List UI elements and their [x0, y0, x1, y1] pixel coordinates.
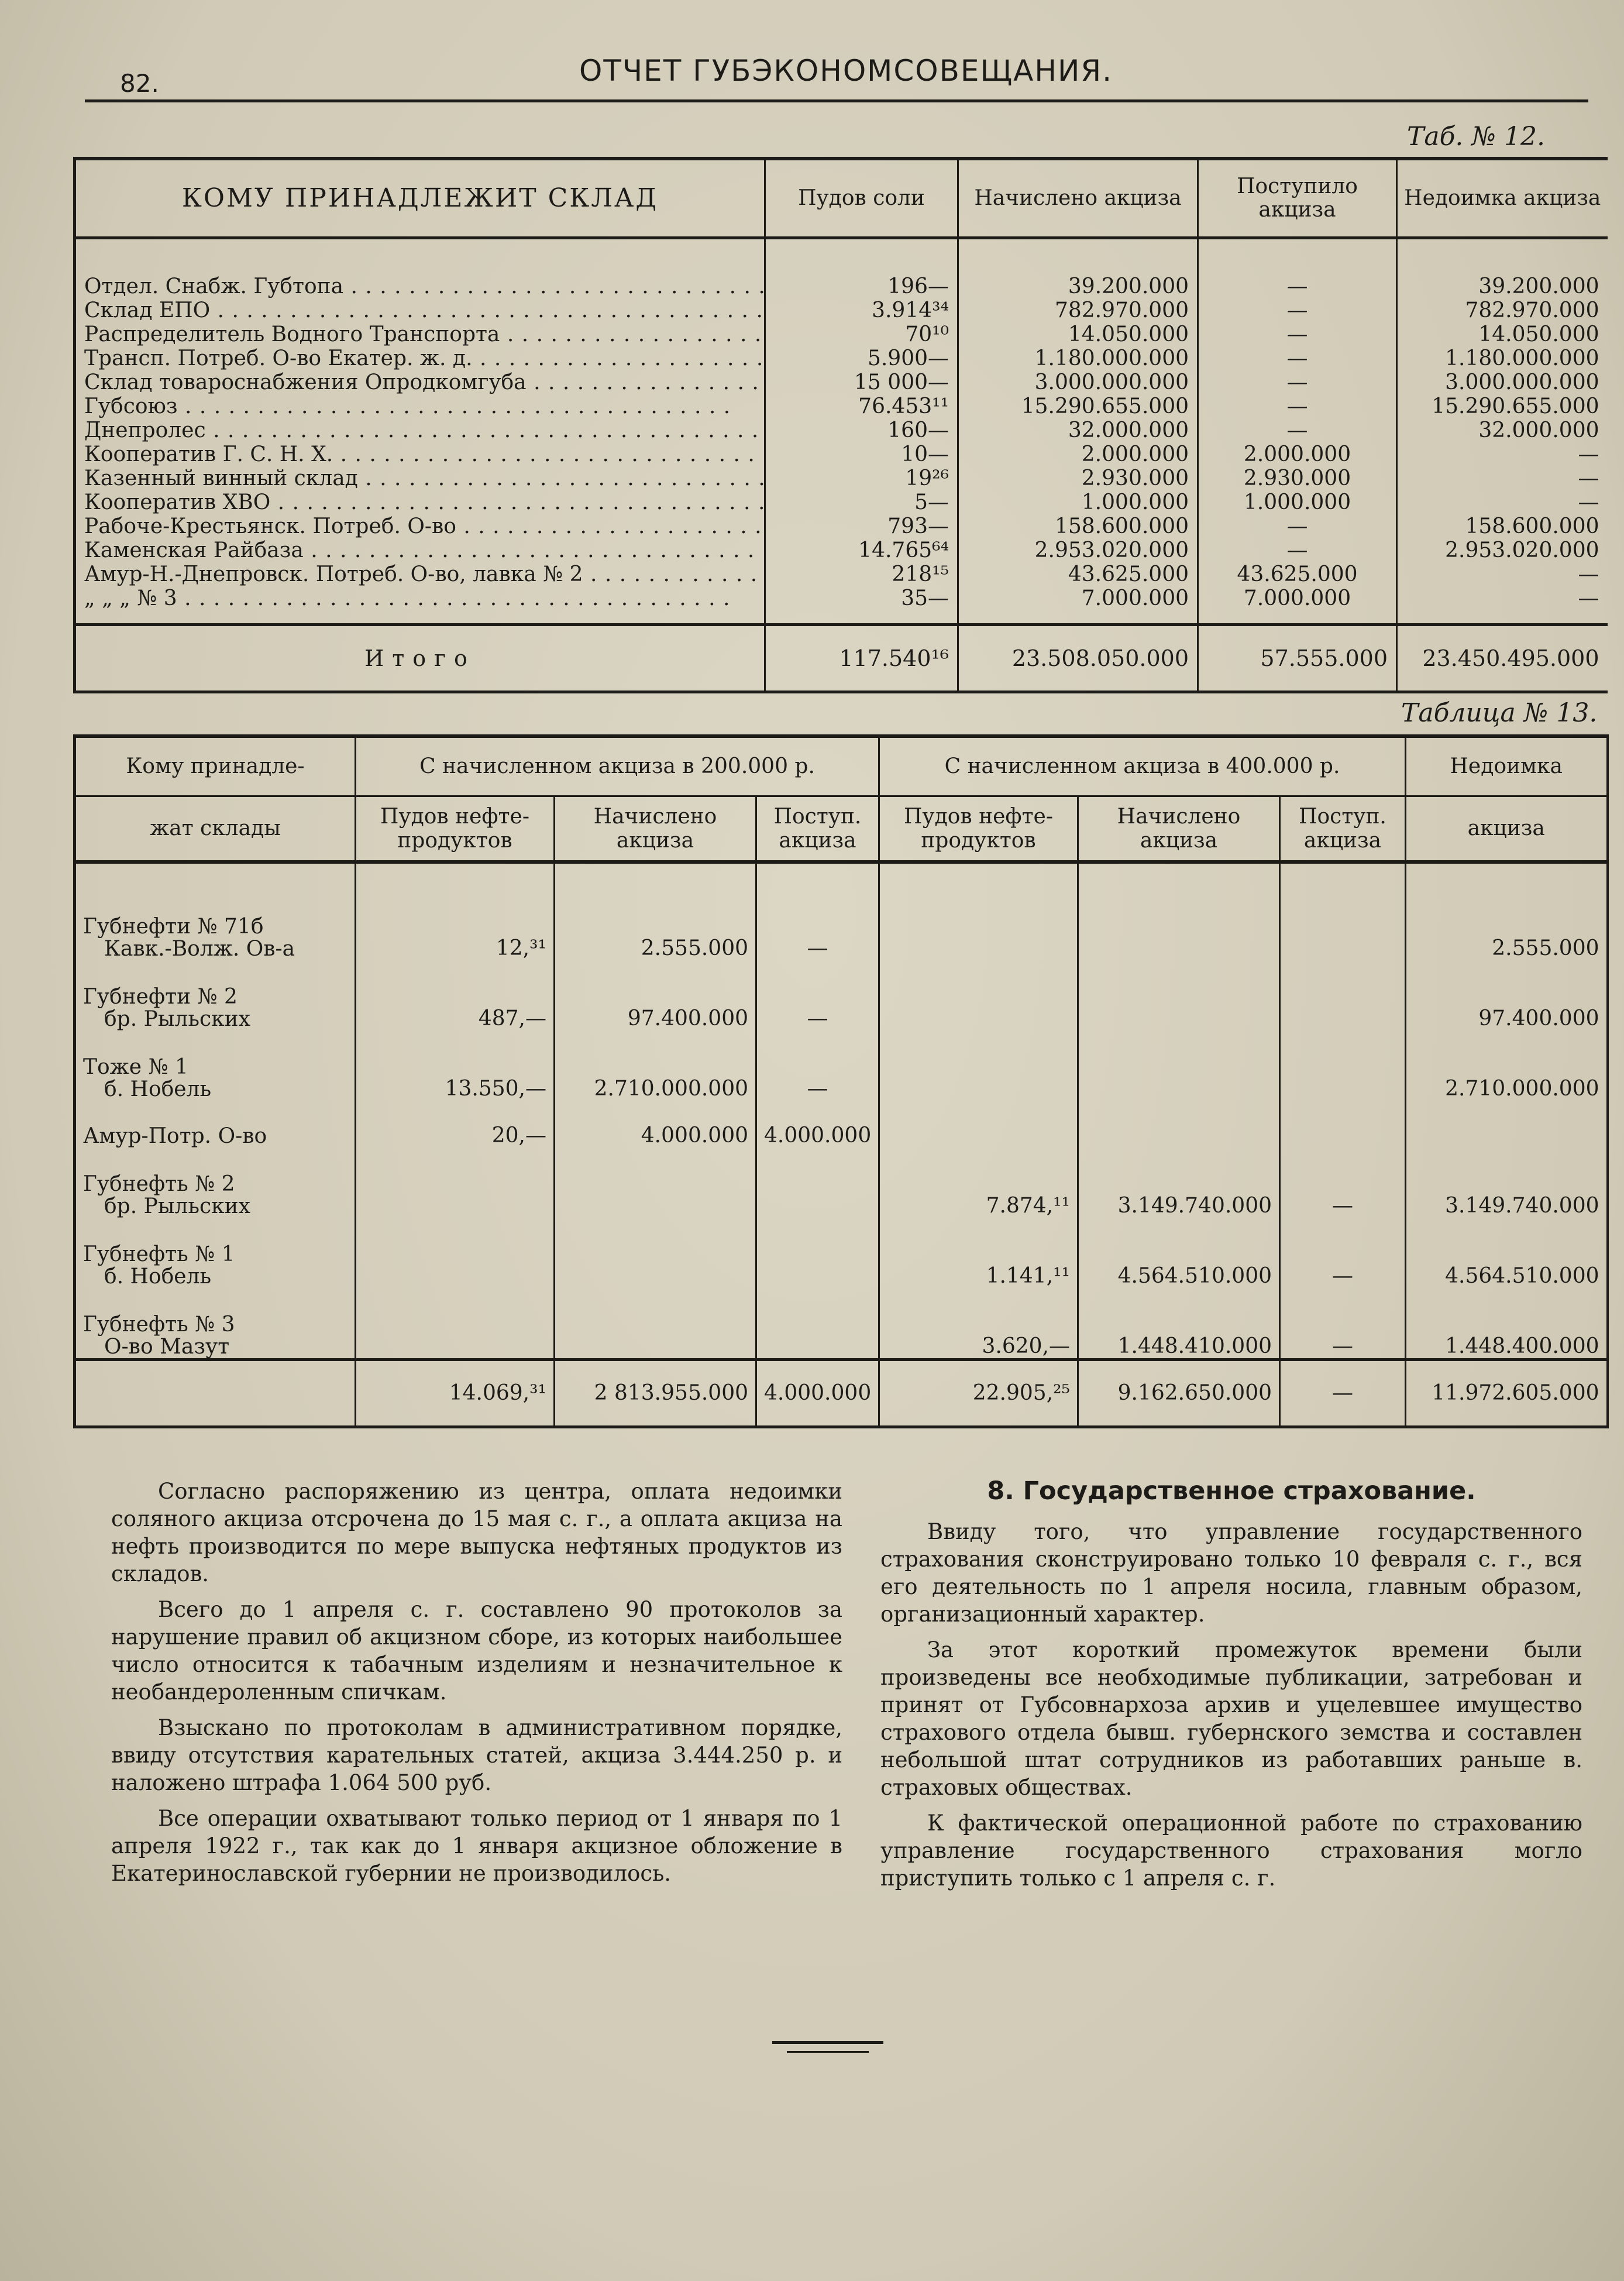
table-row	[75, 1101, 1608, 1148]
owner-cell	[75, 1030, 356, 1101]
owner-cell	[75, 1218, 356, 1288]
warehouse-name	[75, 394, 765, 418]
arrears-cell: —	[1397, 466, 1608, 490]
charged-400k: 1.448.410.000	[1078, 1288, 1280, 1360]
salt-poods-cell: 160—	[765, 418, 958, 442]
total-charged-400k: 9.162.650.000	[1078, 1360, 1280, 1427]
received-cell: —	[1198, 538, 1397, 562]
owner-line2: Кавк.-Волж. Ов-а	[104, 937, 295, 960]
charged-cell: 1.180.000.000	[958, 346, 1198, 370]
received-200k: —	[756, 960, 879, 1030]
total-row	[75, 625, 1608, 692]
warehouse-name-text: Распределитель Водного Транспорта . . .	[84, 322, 765, 346]
table-row	[75, 562, 1608, 586]
table-13-label: Таблица № 13.	[1401, 698, 1598, 728]
arrears-cell: 2.953.020.000	[1397, 538, 1608, 562]
owner-header-line1: Кому принадле-	[75, 736, 356, 796]
salt-poods-cell: 35—	[765, 586, 958, 625]
subheader-poods: Пудов нефте-продуктов	[879, 796, 1078, 863]
arrears-cell: —	[1397, 586, 1608, 625]
charged-200k: 97.400.000	[555, 960, 756, 1030]
warehouse-name	[75, 538, 765, 562]
received-cell: 7.000.000	[1198, 586, 1397, 625]
warehouse-name	[75, 490, 765, 514]
owner-line2: б. Нобель	[104, 1077, 212, 1101]
received-cell: —	[1198, 322, 1397, 346]
page-number: 82.	[120, 69, 159, 98]
received-cell: —	[1198, 238, 1397, 299]
table-row	[75, 1218, 1608, 1288]
owner-line2: О-во Мазут	[104, 1335, 230, 1359]
total-arrears: 23.450.495.000	[1397, 625, 1608, 692]
received-cell: 2.000.000	[1198, 442, 1397, 466]
received-200k	[756, 1288, 879, 1360]
charged-cell: 43.625.000	[958, 562, 1198, 586]
end-rule	[772, 2041, 883, 2044]
poods-400k: 1.141,¹¹	[879, 1218, 1078, 1288]
charged-cell: 1.000.000	[958, 490, 1198, 514]
arrears-cell: 2.555.000	[1406, 862, 1608, 960]
arrears-cell: 158.600.000	[1397, 514, 1608, 538]
arrears-cell: —	[1397, 562, 1608, 586]
paragraph: Все операции охватывают только период от 1 января по 1 апреля 1922 г., так как до 1 января акцизное обложение в Екатеринославской губернии не производилось.	[111, 1806, 842, 1886]
salt-poods-cell: 5—	[765, 490, 958, 514]
total-row	[75, 1360, 1608, 1427]
arrears-cell: 32.000.000	[1397, 418, 1608, 442]
table-row	[75, 586, 1608, 625]
received-400k: —	[1280, 1288, 1406, 1360]
charged-400k: 4.564.510.000	[1078, 1218, 1280, 1288]
owner-line2: бр. Рыльских	[104, 1194, 250, 1218]
table-row	[75, 238, 1608, 299]
left-text-column	[111, 1478, 842, 1895]
charged-400k	[1078, 1030, 1280, 1101]
charged-cell: 2.000.000	[958, 442, 1198, 466]
paragraph: Ввиду того, что управление государственного страхования сконструировано только 10 февраля с. г., вся его деятельность по 1 апреля носила, главным образом, организационный характер.	[880, 1519, 1582, 1627]
charged-200k: 2.710.000.000	[555, 1030, 756, 1101]
charged-200k: 4.000.000	[555, 1101, 756, 1148]
received-400k	[1280, 862, 1406, 960]
table-row	[75, 862, 1608, 960]
owner-line2: б. Нобель	[104, 1265, 212, 1288]
salt-poods-cell: 10—	[765, 442, 958, 466]
received-400k: —	[1280, 1218, 1406, 1288]
table-row	[75, 442, 1608, 466]
table-row	[75, 394, 1608, 418]
warehouse-name	[75, 370, 765, 394]
arrears-header-line1: Недоимка	[1406, 736, 1608, 796]
charged-cell: 32.000.000	[958, 418, 1198, 442]
owner-line1: Тоже № 1	[83, 1055, 188, 1079]
arrears-cell: 14.050.000	[1397, 322, 1608, 346]
warehouse-name-text: Казенный винный склад . . .	[84, 466, 765, 490]
subheader-charged: Начислено акциза	[555, 796, 756, 863]
owner-line1: Губнефти № 71б	[83, 915, 264, 939]
paragraph: За этот короткий промежуток времени были произведены все необходимые публикации, затребован и принят от Губсовнархоза архив и уцелевшее имущество страхового отдела бывш. губернского земства и составлен небольшой штат сотрудников из работавших раньше в. страховых обществах.	[880, 1637, 1582, 1800]
group-200k-header: С начисленном акциза в 200.000 р.	[356, 736, 879, 796]
poods-400k	[879, 1101, 1078, 1148]
poods-200k: 487,—	[356, 960, 555, 1030]
received-cell: —	[1198, 346, 1397, 370]
table-row	[75, 1030, 1608, 1101]
owner-cell	[75, 862, 356, 960]
salt-poods-cell: 793—	[765, 514, 958, 538]
charged-cell: 158.600.000	[958, 514, 1198, 538]
total-salt: 117.540¹⁶	[765, 625, 958, 692]
table-row	[75, 1148, 1608, 1218]
salt-poods-cell: 70¹⁰	[765, 322, 958, 346]
column-header: Начислено акциза	[958, 159, 1198, 238]
column-header: Пудов соли	[765, 159, 958, 238]
total-label: Итого	[364, 645, 476, 671]
arrears-cell: —	[1397, 490, 1608, 514]
paragraph: К фактической операционной работе по страхованию управление государственного страхования могло приступить только с 1 апреля с. г.	[880, 1811, 1582, 1891]
total-received-400k: —	[1280, 1360, 1406, 1427]
table-row	[75, 538, 1608, 562]
total-received: 57.555.000	[1198, 625, 1397, 692]
poods-200k: 12,³¹	[356, 862, 555, 960]
owner-cell	[75, 960, 356, 1030]
charged-cell: 15.290.655.000	[958, 394, 1198, 418]
total-poods-400k: 22.905,²⁵	[879, 1360, 1078, 1427]
owner-header-line2: жат склады	[75, 796, 356, 863]
paragraph: Согласно распоряжению из центра, оплата недоимки соляного акциза отсрочена до 15 мая с. г., а оплата акциза на нефть производится по мере выпуска нефтяных продуктов из складов.	[111, 1479, 842, 1586]
header-rule	[85, 99, 1588, 102]
table-row	[75, 960, 1608, 1030]
table-row	[75, 346, 1608, 370]
end-rule	[787, 2051, 869, 2053]
salt-poods-cell: 5.900—	[765, 346, 958, 370]
arrears-cell: 2.710.000.000	[1406, 1030, 1608, 1101]
salt-poods-cell: 76.453¹¹	[765, 394, 958, 418]
salt-poods-cell: 19²⁶	[765, 466, 958, 490]
owner-line1: Губнефти № 2	[83, 985, 238, 1009]
charged-cell: 2.953.020.000	[958, 538, 1198, 562]
received-400k: —	[1280, 1148, 1406, 1218]
charged-cell: 7.000.000	[958, 586, 1198, 625]
poods-200k: 13.550,—	[356, 1030, 555, 1101]
running-title: ОТЧЕТ ГУБЭКОНОМСОВЕЩАНИЯ.	[579, 54, 1113, 88]
charged-400k	[1078, 960, 1280, 1030]
total-charged: 23.508.050.000	[958, 625, 1198, 692]
subheader-received: Поступ. акциза	[756, 796, 879, 863]
table-row	[75, 322, 1608, 346]
poods-200k	[356, 1148, 555, 1218]
warehouse-name	[75, 442, 765, 466]
subheader-poods: Пудов нефте-продуктов	[356, 796, 555, 863]
table-12	[73, 157, 1608, 693]
table-row	[75, 418, 1608, 442]
charged-200k	[555, 1218, 756, 1288]
received-200k: —	[756, 1030, 879, 1101]
column-header: Недоимка акциза	[1397, 159, 1608, 238]
received-cell: 2.930.000	[1198, 466, 1397, 490]
salt-poods-cell: 3.914³⁴	[765, 298, 958, 322]
poods-400k	[879, 960, 1078, 1030]
subheader-charged: Начислено акциза	[1078, 796, 1280, 863]
charged-200k	[555, 1288, 756, 1360]
received-200k: —	[756, 862, 879, 960]
total-arrears: 11.972.605.000	[1406, 1360, 1608, 1427]
poods-400k: 7.874,¹¹	[879, 1148, 1078, 1218]
received-cell: 1.000.000	[1198, 490, 1397, 514]
warehouse-name	[75, 466, 765, 490]
received-400k	[1280, 1030, 1406, 1101]
column-header: Поступило акциза	[1198, 159, 1397, 238]
warehouse-name	[75, 346, 765, 370]
total-label-cell	[75, 625, 765, 692]
total-poods-200k: 14.069,³¹	[356, 1360, 555, 1427]
warehouse-name-text: Склад товароснабжения Опродкомгуба . . .	[84, 370, 765, 394]
warehouse-name	[75, 586, 765, 625]
table-row	[75, 490, 1608, 514]
warehouse-name	[75, 238, 765, 299]
subheader-received: Поступ. акциза	[1280, 796, 1406, 863]
owner-cell	[75, 1288, 356, 1360]
owner-line2: бр. Рыльских	[104, 1007, 250, 1030]
warehouse-name-text: Днепролес . . .	[84, 418, 759, 442]
warehouse-name-text: Склад ЕПО . . .	[84, 298, 763, 322]
table-12-label: Таб. № 12.	[1407, 122, 1546, 152]
column-header: КОМУ ПРИНАДЛЕЖИТ СКЛАД	[75, 159, 765, 238]
table-row	[75, 514, 1608, 538]
received-200k	[756, 1218, 879, 1288]
received-cell: 43.625.000	[1198, 562, 1397, 586]
arrears-cell: 3.149.740.000	[1406, 1148, 1608, 1218]
table-row	[75, 466, 1608, 490]
warehouse-name	[75, 322, 765, 346]
warehouse-name	[75, 562, 765, 586]
group-400k-header: С начисленном акциза в 400.000 р.	[879, 736, 1406, 796]
warehouse-name-text: Кооператив Г. С. Н. Х. . . .	[84, 442, 765, 466]
arrears-cell: 4.564.510.000	[1406, 1218, 1608, 1288]
owner-line1: Губнефть № 1	[83, 1242, 235, 1266]
charged-cell: 782.970.000	[958, 298, 1198, 322]
received-cell: —	[1198, 418, 1397, 442]
owner-line1: Амур-Потр. О-во	[83, 1124, 267, 1148]
arrears-cell: 3.000.000.000	[1397, 370, 1608, 394]
charged-cell: 14.050.000	[958, 322, 1198, 346]
owner-line1: Губнефть № 2	[83, 1172, 235, 1196]
warehouse-name	[75, 418, 765, 442]
arrears-cell: —	[1397, 442, 1608, 466]
poods-200k: 20,—	[356, 1101, 555, 1148]
arrears-cell: 39.200.000	[1397, 238, 1608, 299]
arrears-cell: 1.180.000.000	[1397, 346, 1608, 370]
received-cell: —	[1198, 514, 1397, 538]
charged-cell: 39.200.000	[958, 238, 1198, 299]
table-row	[75, 1288, 1608, 1360]
warehouse-name-text: Губсоюз . . .	[84, 394, 731, 418]
salt-poods-cell: 196—	[765, 238, 958, 299]
arrears-header-line2: акциза	[1406, 796, 1608, 863]
right-text-column	[880, 1478, 1582, 1900]
table-row	[75, 298, 1608, 322]
charged-400k	[1078, 862, 1280, 960]
received-200k	[756, 1148, 879, 1218]
charged-cell: 2.930.000	[958, 466, 1198, 490]
arrears-cell: 1.448.400.000	[1406, 1288, 1608, 1360]
charged-cell: 3.000.000.000	[958, 370, 1198, 394]
warehouse-name-text: Кооператив ХВО . . .	[84, 490, 765, 514]
total-charged-200k: 2 813.955.000	[555, 1360, 756, 1427]
salt-poods-cell: 14.765⁶⁴	[765, 538, 958, 562]
received-400k	[1280, 960, 1406, 1030]
owner-line1: Губнефть № 3	[83, 1313, 235, 1337]
total-blank	[75, 1360, 356, 1427]
owner-cell	[75, 1101, 356, 1148]
received-cell: —	[1198, 370, 1397, 394]
poods-400k	[879, 1030, 1078, 1101]
section-8-title: 8. Государственное страхование.	[987, 1476, 1476, 1506]
arrears-cell: 15.290.655.000	[1397, 394, 1608, 418]
paragraph: Взыскано по протоколам в административном порядке, ввиду отсутствия карательных статей, акциза 3.444.250 р. и наложено штрафа 1.064 500 руб.	[111, 1715, 842, 1795]
table-13	[73, 734, 1609, 1428]
warehouse-name-text: „ „ „ № 3 . . .	[84, 586, 730, 610]
received-cell: —	[1198, 394, 1397, 418]
warehouse-name	[75, 514, 765, 538]
owner-cell	[75, 1148, 356, 1218]
warehouse-name	[75, 298, 765, 322]
total-received-200k: 4.000.000	[756, 1360, 879, 1427]
arrears-cell: 782.970.000	[1397, 298, 1608, 322]
received-200k: 4.000.000	[756, 1101, 879, 1148]
poods-400k: 3.620,—	[879, 1288, 1078, 1360]
poods-200k	[356, 1288, 555, 1360]
warehouse-name-text: Амур-Н.-Днепровск. Потреб. О-во, лавка № 2 . . .	[84, 562, 765, 586]
poods-400k	[879, 862, 1078, 960]
table-row	[75, 370, 1608, 394]
salt-poods-cell: 218¹⁵	[765, 562, 958, 586]
warehouse-name-text: Отдел. Снабж. Губтопа . . .	[84, 274, 765, 298]
received-400k	[1280, 1101, 1406, 1148]
charged-400k: 3.149.740.000	[1078, 1148, 1280, 1218]
warehouse-name-text: Каменская Райбаза . . .	[84, 538, 765, 562]
charged-200k: 2.555.000	[555, 862, 756, 960]
arrears-cell: 97.400.000	[1406, 960, 1608, 1030]
poods-200k	[356, 1218, 555, 1288]
paragraph: Всего до 1 апреля с. г. составлено 90 протоколов за нарушение правил об акцизном сборе, из которых наибольшее число относится к табачным изделиям и незначительное к необандероленным спичкам.	[111, 1597, 842, 1705]
warehouse-name-text: Рабоче-Крестьянск. Потреб. О-во . . .	[84, 514, 765, 538]
salt-poods-cell: 15 000—	[765, 370, 958, 394]
warehouse-name-text: Трансп. Потреб. О-во Екатер. ж. д. . . .	[84, 346, 765, 370]
charged-200k	[555, 1148, 756, 1218]
arrears-cell	[1406, 1101, 1608, 1148]
charged-400k	[1078, 1101, 1280, 1148]
received-cell: —	[1198, 298, 1397, 322]
